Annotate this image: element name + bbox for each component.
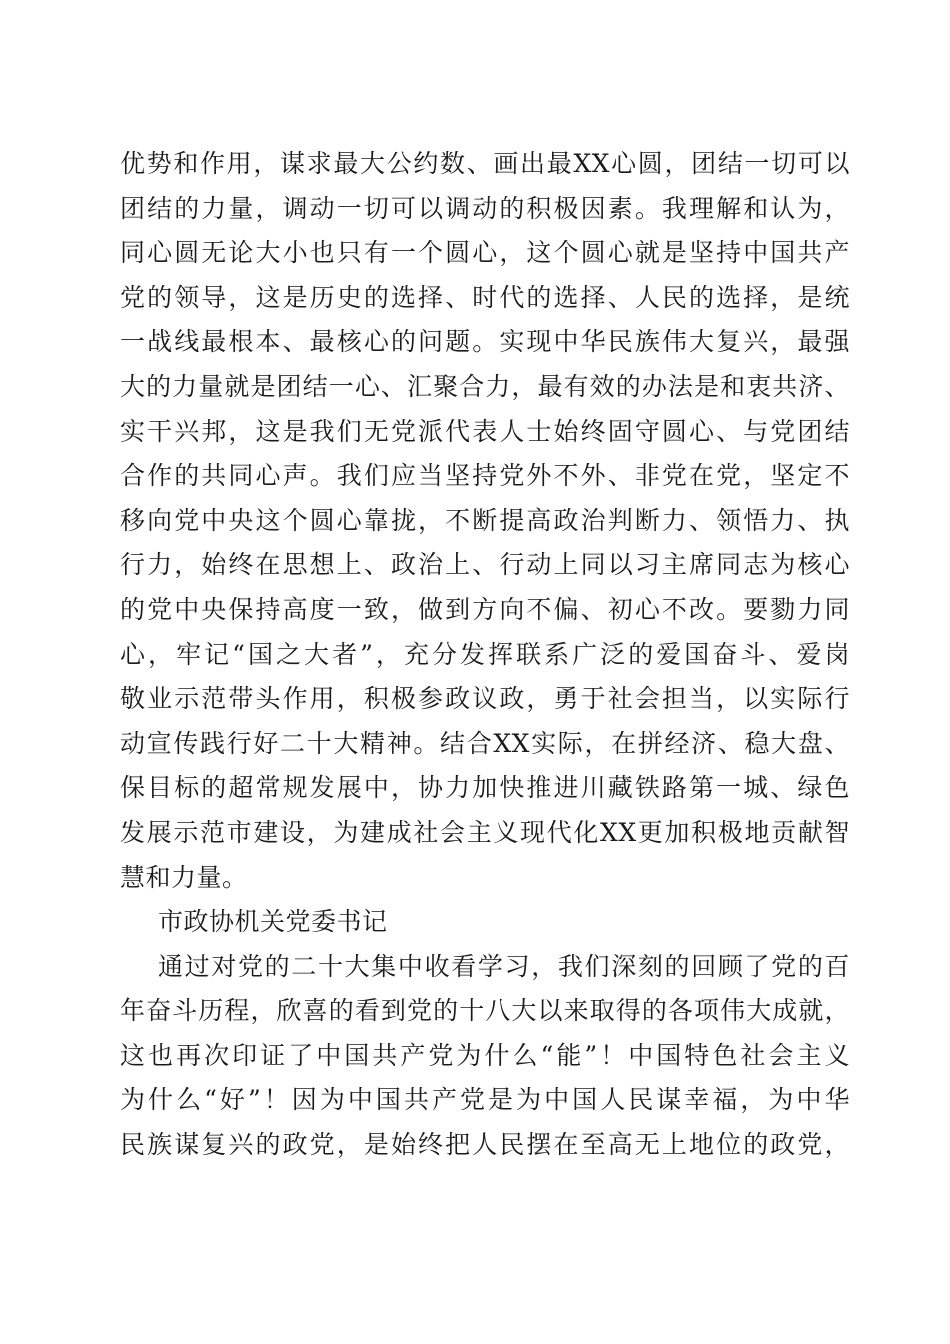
paragraph-line: 同心圆无论大小也只有一个圆心，这个圆心就是坚持中国共产 (120, 238, 850, 268)
paragraph-line: 动宣传践行好二十大精神。结合XX实际，在拼经济、稳大盘、 (120, 728, 850, 758)
paragraph-line: 优势和作用，谋求最大公约数、画出最XX心圆，团结一切可以 (120, 149, 850, 178)
paragraph-line: 大的力量就是团结一心、汇聚合力，最有效的办法是和衷共济、 (120, 371, 850, 401)
paragraph-line: 实干兴邦，这是我们无党派代表人士始终固守圆心、与党团结 (120, 416, 850, 446)
paragraph-line: 民族谋复兴的政党，是始终把人民摆在至高无上地位的政党， (120, 1130, 850, 1160)
paragraph-line: 为什么“好”！因为中国共产党是为中国人民谋幸福，为中华 (120, 1085, 850, 1115)
paragraph-line: 保目标的超常规发展中，协力加快推进川藏铁路第一城、绿色 (120, 773, 850, 803)
paragraph-line: 心，牢记“国之大者”，充分发挥联系广泛的爱国奋斗、爱岗 (120, 639, 850, 669)
paragraph-line: 发展示范市建设，为建成社会主义现代化XX更加积极地贡献智 (120, 817, 850, 847)
body-text (120, 142, 850, 1168)
paragraph-line: 的党中央保持高度一致，做到方向不偏、初心不改。要勠力同 (120, 594, 850, 624)
paragraph-last-line: 慧和力量。 (120, 862, 248, 892)
paragraph-line: 合作的共同心声。我们应当坚持党外不外、非党在党，坚定不 (120, 461, 850, 491)
paragraph-line: 一战线最根本、最核心的问题。实现中华民族伟大复兴，最强 (120, 327, 850, 357)
paragraph-line: 敬业示范带头作用，积极参政议政，勇于社会担当，以实际行 (120, 684, 850, 714)
section-heading: 市政协机关党委书记 (158, 907, 388, 937)
paragraph-line: 团结的力量，调动一切可以调动的积极因素。我理解和认为， (120, 193, 850, 223)
paragraph-line: 党的领导，这是历史的选择、时代的选择、人民的选择，是统 (120, 282, 850, 312)
paragraph-line: 这也再次印证了中国共产党为什么“能”！中国特色社会主义 (120, 1040, 850, 1070)
paragraph-line: 移向党中央这个圆心靠拢，不断提高政治判断力、领悟力、执 (120, 505, 850, 535)
paragraph-line: 行力，始终在思想上、政治上、行动上同以习主席同志为核心 (120, 550, 850, 580)
paragraph-line: 年奋斗历程，欣喜的看到党的十八大以来取得的各项伟大成就， (120, 996, 850, 1026)
paragraph-first-line: 通过对党的二十大集中收看学习，我们深刻的回顾了党的百 (158, 951, 850, 981)
